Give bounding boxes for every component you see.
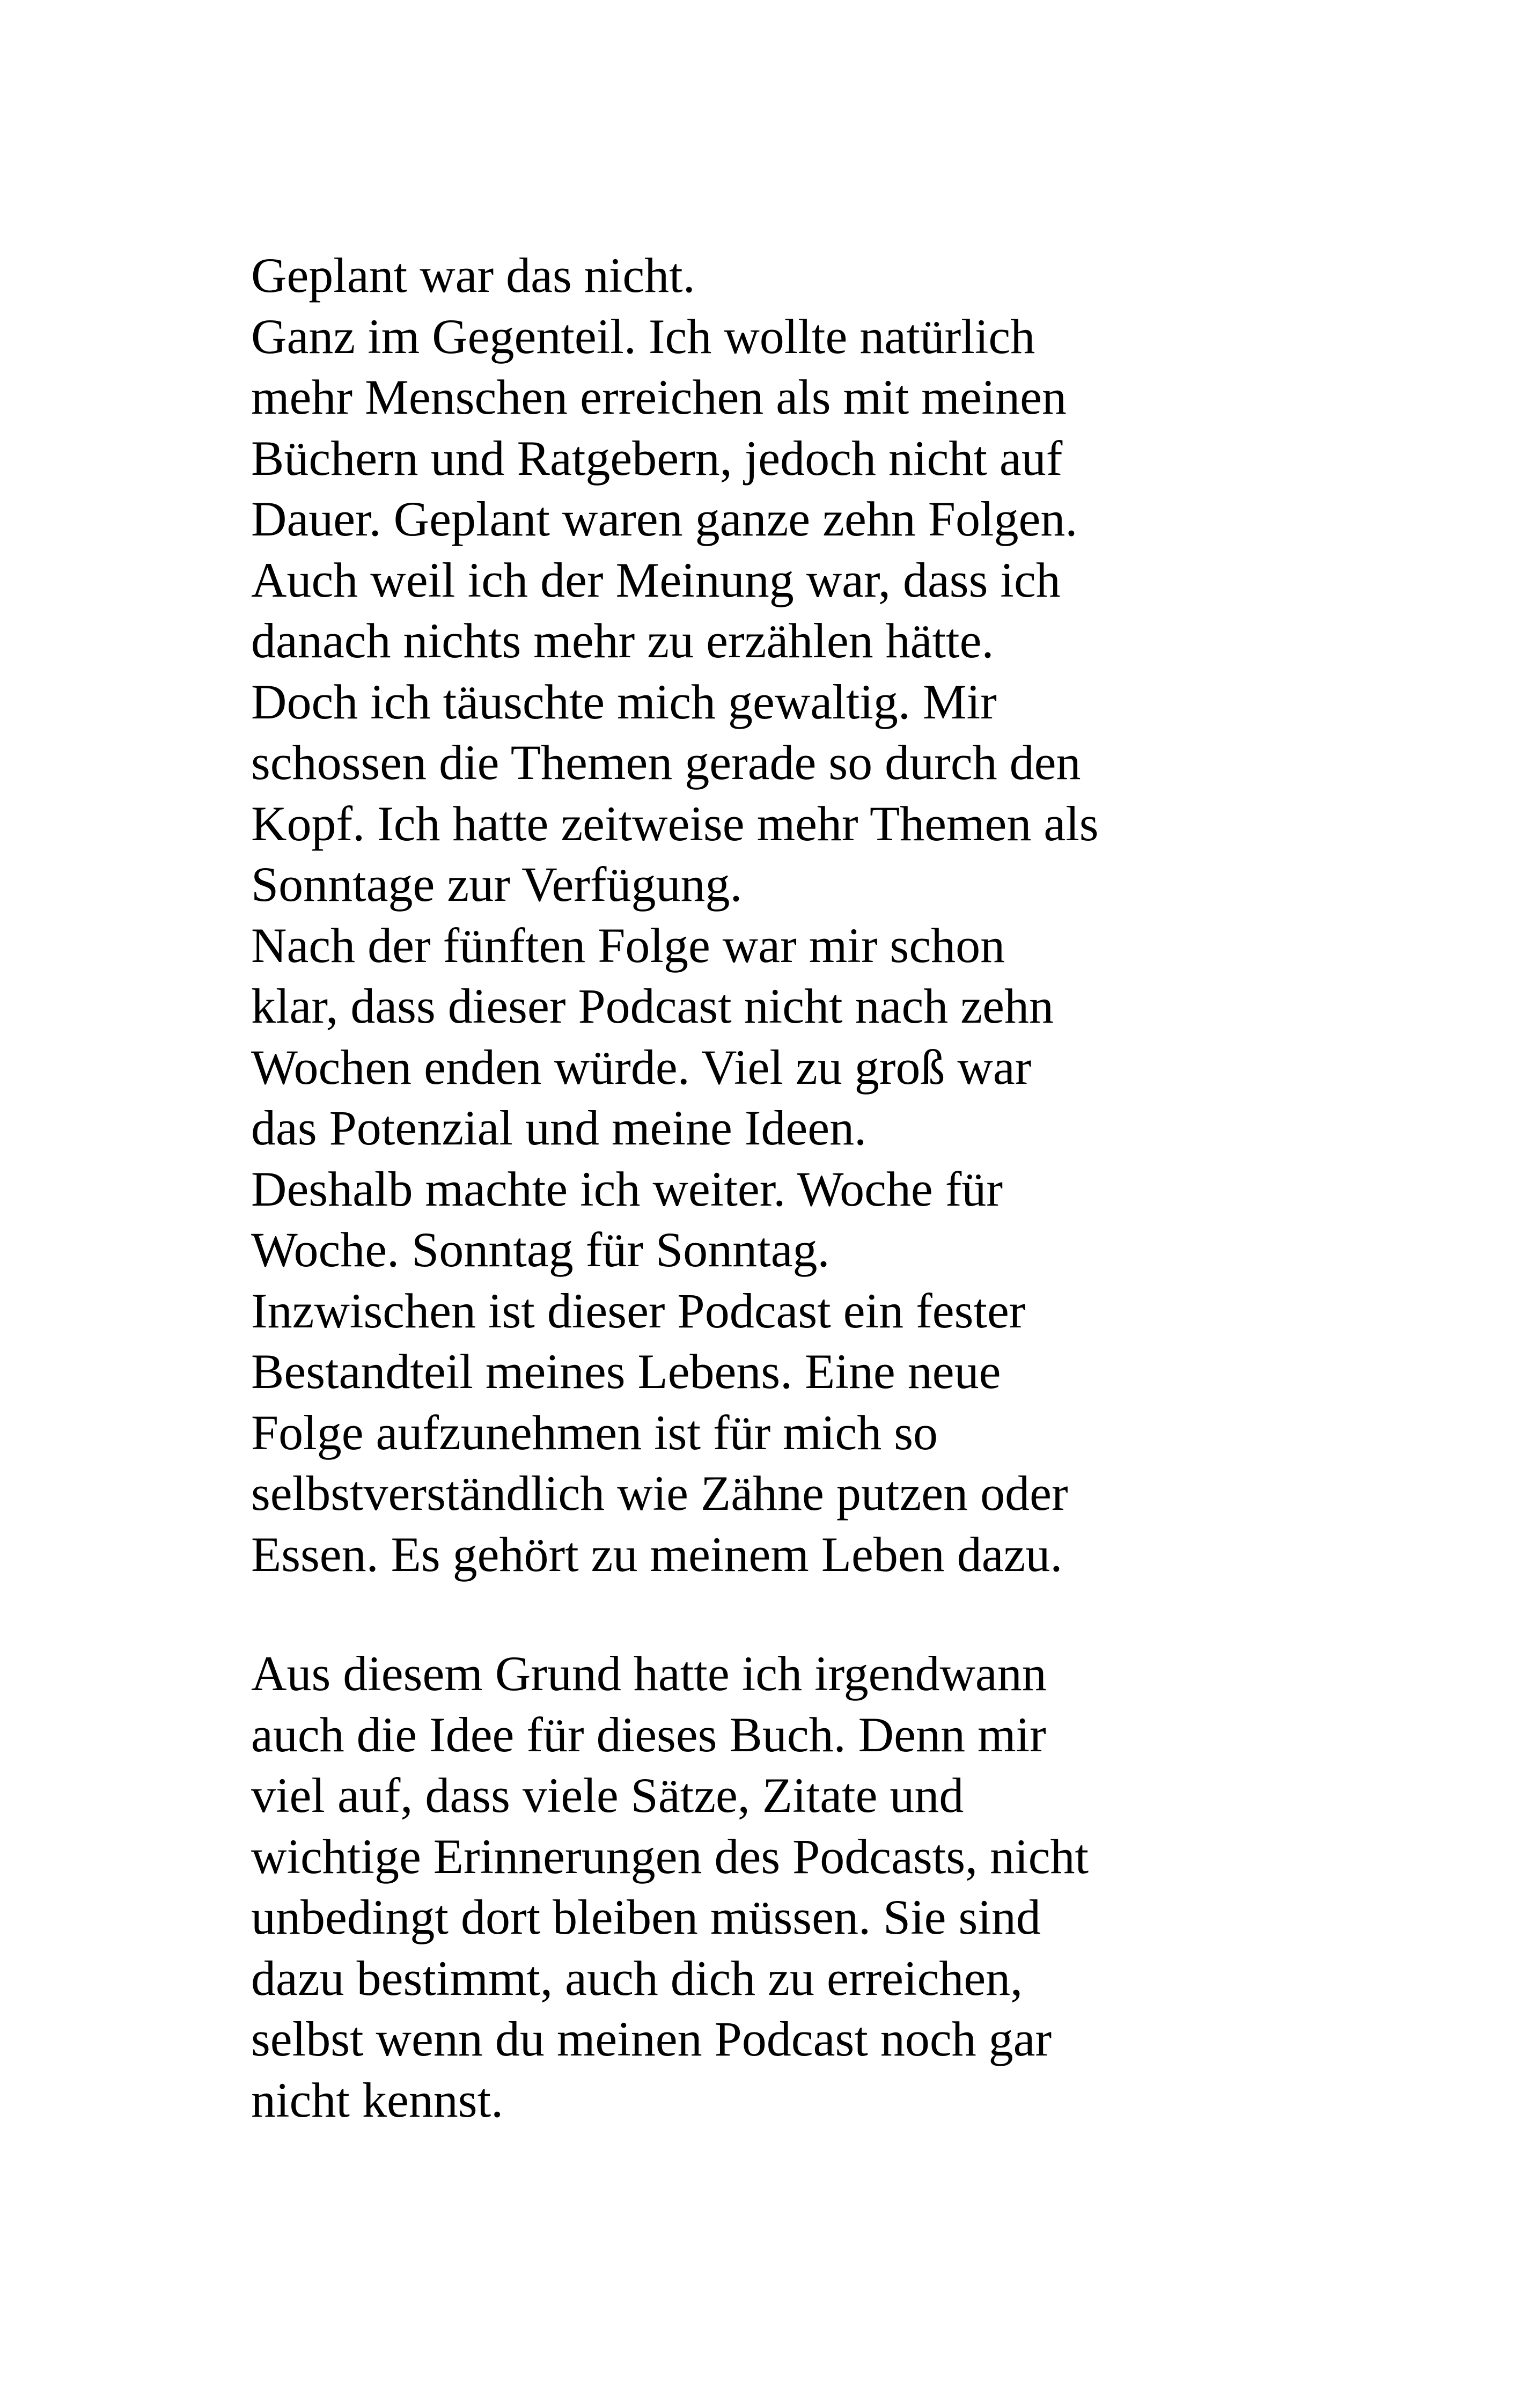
text-line: Geplant war das nicht.	[251, 248, 695, 303]
text-line: Kopf. Ich hatte zeitweise mehr Themen als	[251, 796, 1099, 851]
text-line: Büchern und Ratgebern, jedoch nicht auf	[251, 430, 1063, 486]
text-line: Auch weil ich der Meinung war, dass ich	[251, 552, 1061, 607]
text-line: Essen. Es gehört zu meinem Leben dazu.	[251, 1526, 1063, 1582]
text-line: unbedingt dort bleiben müssen. Sie sind	[251, 1890, 1041, 1944]
text-line: Inzwischen ist dieser Podcast ein fester	[251, 1283, 1026, 1338]
text-line: Woche. Sonntag für Sonntag.	[251, 1222, 830, 1277]
text-line: viel auf, dass viele Sätze, Zitate und	[251, 1768, 964, 1823]
paragraph-2	[251, 1643, 1324, 2131]
text-line: Deshalb machte ich weiter. Woche für	[251, 1161, 1003, 1216]
paragraph-1	[251, 245, 1324, 1585]
text-line: auch die Idee für dieses Buch. Denn mir	[251, 1707, 1046, 1762]
text-line: Wochen enden würde. Viel zu groß war	[251, 1039, 1032, 1095]
text-line: nicht kennst.	[251, 2072, 504, 2127]
text-line: Sonntage zur Verfügung.	[251, 857, 743, 912]
text-line: danach nichts mehr zu erzählen hätte.	[251, 613, 994, 668]
text-line: mehr Menschen erreichen als mit meinen	[251, 370, 1067, 424]
text-line: Doch ich täuschte mich gewaltig. Mir	[251, 674, 997, 729]
text-line: wichtige Erinnerungen des Podcasts, nicht	[251, 1829, 1089, 1884]
text-line: Ganz im Gegenteil. Ich wollte natürlich	[251, 309, 1035, 364]
text-line: Bestandteil meines Lebens. Eine neue	[251, 1344, 1001, 1399]
text-line: Aus diesem Grund hatte ich irgendwann	[251, 1646, 1047, 1701]
text-line: selbst wenn du meinen Podcast noch gar	[251, 2011, 1052, 2066]
text-line: Dauer. Geplant waren ganze zehn Folgen.	[251, 491, 1078, 546]
text-line: dazu bestimmt, auch dich zu erreichen,	[251, 1950, 1023, 2006]
text-line: Nach der fünften Folge war mir schon	[251, 917, 1005, 973]
text-line: Folge aufzunehmen ist für mich so	[251, 1405, 938, 1460]
text-line: das Potenzial und meine Ideen.	[251, 1100, 867, 1155]
text-line: schossen die Themen gerade so durch den	[251, 735, 1081, 790]
text-line: klar, dass dieser Podcast nicht nach zehn	[251, 979, 1054, 1033]
text-line: selbstverständlich wie Zähne putzen oder	[251, 1466, 1068, 1521]
